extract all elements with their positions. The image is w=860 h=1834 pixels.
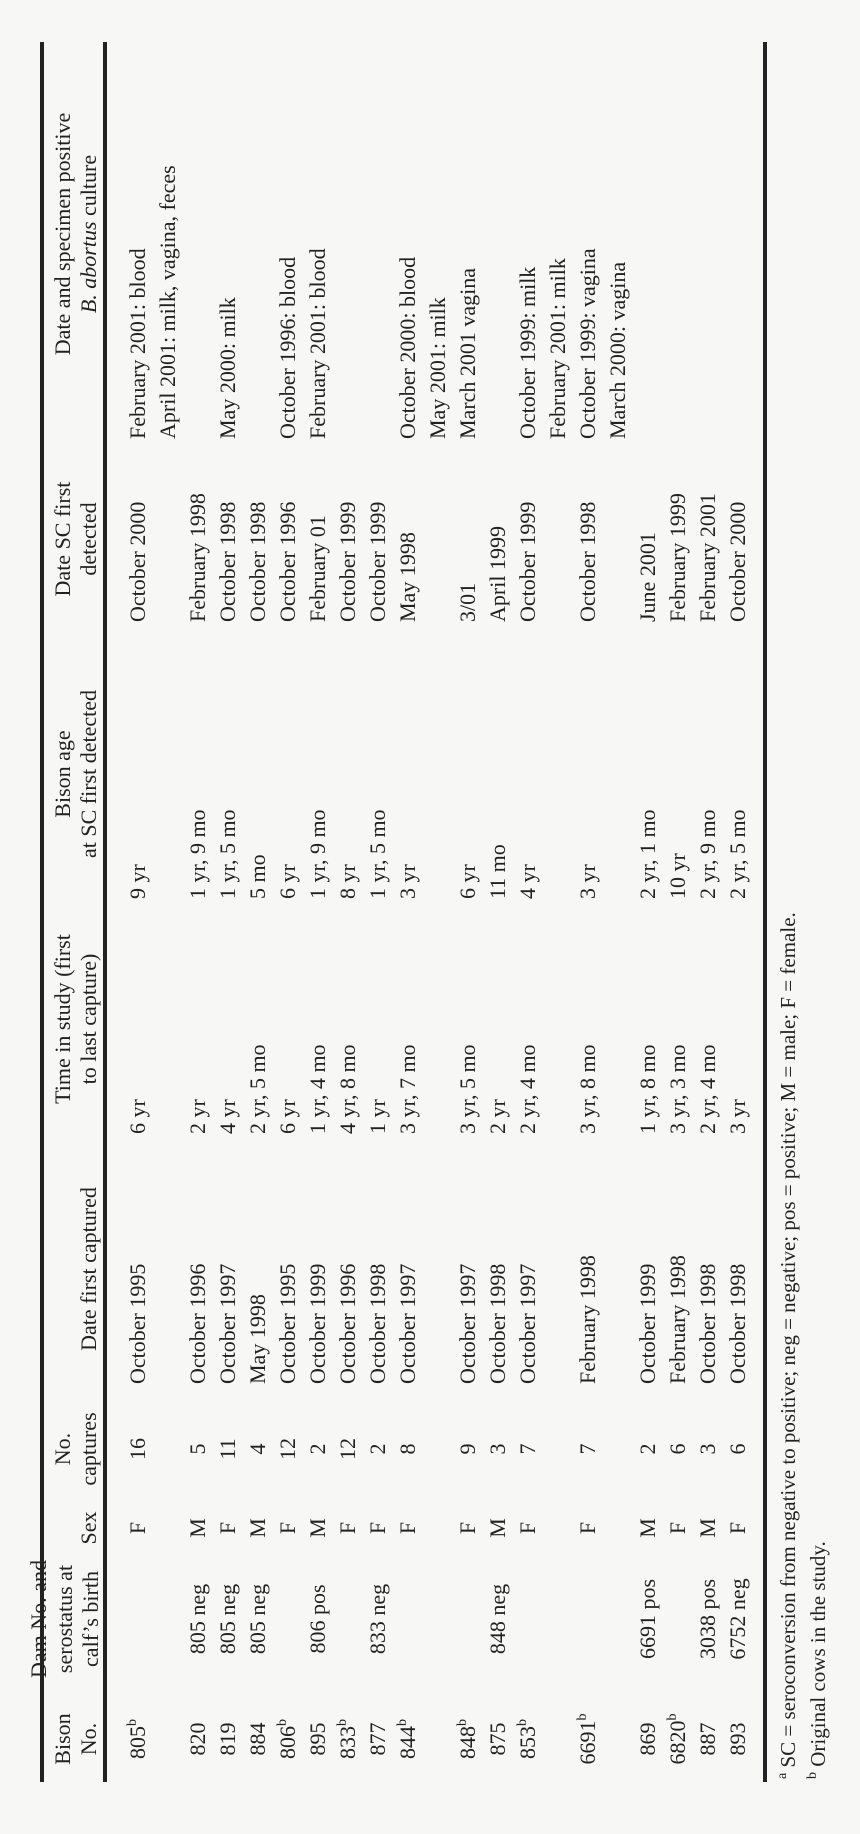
- footnote-mark: b: [575, 1713, 590, 1721]
- cell-sc: May 1998: [395, 532, 420, 622]
- cell-culture: October 2000: blood: [395, 256, 420, 439]
- cell-sex: M: [305, 1518, 330, 1538]
- cell-first: October 1997: [455, 1263, 480, 1384]
- cell-bison: 877: [365, 1722, 390, 1756]
- culture-species: B. abortus: [76, 221, 101, 314]
- cell-bison: 6820$^b$: [665, 1713, 690, 1765]
- footnote-b: $^b$ Original cows in the study.: [805, 1541, 830, 1779]
- cell-captures: 16: [125, 1438, 150, 1460]
- cell-first: October 1995: [125, 1263, 150, 1384]
- cell-sc: June 2001: [635, 532, 660, 622]
- header-line: Bison: [50, 1713, 75, 1765]
- footnote-mark: b: [275, 1719, 290, 1726]
- cell-age: 1 yr, 5 mo: [365, 809, 390, 899]
- cell-time: 6 yr: [275, 1099, 300, 1134]
- cell-captures: 2: [365, 1443, 390, 1455]
- cell-captures: 12: [335, 1438, 360, 1460]
- header-line: serostatus at: [52, 1564, 77, 1674]
- header-line: No.: [50, 1432, 75, 1466]
- cell-time: 4 yr: [215, 1099, 240, 1134]
- cell-captures: 11: [215, 1438, 240, 1460]
- cell-sex: F: [335, 1521, 360, 1535]
- cell-culture: May 2001: milk: [425, 297, 450, 439]
- cell-first: October 1999: [635, 1263, 660, 1384]
- cell-sex: M: [485, 1518, 510, 1538]
- cell-time: 3 yr, 7 mo: [395, 1044, 420, 1134]
- cell-first: October 1998: [365, 1263, 390, 1384]
- cell-time: 2 yr, 4 mo: [515, 1044, 540, 1134]
- cell-age: 3 yr: [575, 864, 600, 899]
- cell-bison: 833$^b$: [335, 1719, 360, 1759]
- header-sc: [50, 444, 102, 634]
- header-line: Date and specimen positive: [50, 112, 75, 356]
- cell-time: 1 yr: [365, 1099, 390, 1134]
- cell-time: 3 yr, 5 mo: [455, 1044, 480, 1134]
- header-dam: [26, 1554, 104, 1684]
- cell-dam: 6691 pos: [635, 1578, 660, 1660]
- header-line: Dam No. and: [26, 1560, 51, 1678]
- cell-sc: October 1998: [245, 501, 270, 622]
- cell-time: 3 yr, 8 mo: [575, 1044, 600, 1134]
- cell-captures: 6: [665, 1443, 690, 1455]
- cell-sex: F: [365, 1521, 390, 1535]
- cell-sex: F: [275, 1521, 300, 1535]
- cell-culture: October 1999: milk: [515, 266, 540, 439]
- footnote-mark: b: [665, 1713, 680, 1721]
- cell-captures: 2: [635, 1443, 660, 1455]
- cell-sex: M: [185, 1518, 210, 1538]
- cell-dam: 805 neg: [245, 1583, 270, 1655]
- cell-sc: October 2000: [125, 501, 150, 622]
- cell-sc: October 1996: [275, 501, 300, 622]
- header-line: to last capture): [76, 953, 101, 1085]
- cell-bison: 805$^b$: [125, 1719, 150, 1759]
- cell-first: May 1998: [245, 1294, 270, 1384]
- header-line: captures: [76, 1412, 101, 1486]
- cell-sc: October 1999: [365, 501, 390, 622]
- cell-time: 3 yr: [725, 1099, 750, 1134]
- header-first: [76, 1154, 102, 1384]
- header-time: [50, 894, 102, 1144]
- cell-captures: 8: [395, 1443, 420, 1455]
- cell-dam: 848 neg: [485, 1583, 510, 1655]
- cell-sex: F: [395, 1521, 420, 1535]
- cell-bison: 893: [725, 1722, 750, 1756]
- footnote-mark: a: [775, 1772, 790, 1779]
- cell-bison: 806$^b$: [275, 1719, 300, 1759]
- cell-time: 2 yr, 5 mo: [245, 1044, 270, 1134]
- cell-captures: 4: [245, 1443, 270, 1455]
- cell-captures: 7: [515, 1443, 540, 1455]
- footnote-mark: b: [335, 1719, 350, 1726]
- cell-culture: March 2001 vagina: [455, 267, 480, 439]
- cell-sc: April 1999: [485, 526, 510, 622]
- cell-first: October 1997: [515, 1263, 540, 1384]
- cell-age: 6 yr: [275, 864, 300, 899]
- cell-age: 2 yr, 1 mo: [635, 809, 660, 899]
- cell-sc: October 1998: [575, 501, 600, 622]
- header-sex: [76, 1502, 102, 1554]
- cell-age: 6 yr: [455, 864, 480, 899]
- cell-culture: October 1999: vagina: [575, 248, 600, 439]
- cell-bison: 819: [215, 1722, 240, 1756]
- cell-sex: F: [125, 1521, 150, 1535]
- cell-sex: F: [215, 1521, 240, 1535]
- footnote-a: $^a$ SC = seroconversion from negative to positive; neg = negative; pos = positive; M = male; F = female.: [775, 912, 800, 1779]
- cell-age: 5 mo: [245, 854, 270, 899]
- header-line: Bison age: [50, 730, 75, 818]
- cell-first: February 1998: [665, 1255, 690, 1384]
- cell-age: 1 yr, 9 mo: [305, 809, 330, 899]
- cell-sex: F: [575, 1521, 600, 1535]
- cell-dam: 805 neg: [185, 1583, 210, 1655]
- top-rule: [40, 42, 44, 1782]
- cell-sc: February 1999: [665, 493, 690, 622]
- footnote-mark: b: [125, 1719, 140, 1726]
- cell-time: 2 yr, 4 mo: [695, 1044, 720, 1134]
- header-line: calf’s birth: [78, 1571, 103, 1667]
- header-line: Date SC first: [50, 481, 75, 597]
- cell-first: October 1998: [725, 1263, 750, 1384]
- cell-bison: 853$^b$: [515, 1719, 540, 1759]
- cell-culture: May 2000: milk: [215, 297, 240, 439]
- cell-bison: 895: [305, 1722, 330, 1756]
- cell-bison: 6691$^b$: [575, 1713, 600, 1765]
- cell-captures: 5: [185, 1443, 210, 1455]
- cell-time: 1 yr, 8 mo: [635, 1044, 660, 1134]
- cell-first: October 1998: [695, 1263, 720, 1384]
- cell-culture: March 2000: vagina: [605, 261, 630, 439]
- cell-culture: April 2001: milk, vagina, feces: [155, 165, 180, 439]
- cell-bison: 887: [695, 1722, 720, 1756]
- cell-captures: 12: [275, 1438, 300, 1460]
- cell-bison: 884: [245, 1722, 270, 1756]
- cell-time: 6 yr: [125, 1099, 150, 1134]
- cell-sc: October 1999: [335, 501, 360, 622]
- cell-dam: 806 pos: [305, 1584, 330, 1654]
- cell-first: October 1996: [185, 1263, 210, 1384]
- cell-sex: M: [245, 1518, 270, 1538]
- cell-age: 11 mo: [485, 844, 510, 899]
- cell-bison: 844$^b$: [395, 1719, 420, 1759]
- cell-sc: October 1998: [215, 501, 240, 622]
- cell-captures: 2: [305, 1443, 330, 1455]
- header-captures: [50, 1409, 102, 1489]
- cell-time: 4 yr, 8 mo: [335, 1044, 360, 1134]
- cell-sex: F: [455, 1521, 480, 1535]
- cell-sex: F: [725, 1521, 750, 1535]
- footnote-mark: b: [455, 1719, 470, 1726]
- cell-age: 1 yr, 9 mo: [185, 809, 210, 899]
- header-line: No.: [76, 1722, 101, 1756]
- header-line: detected: [76, 502, 101, 576]
- cell-dam: 833 neg: [365, 1583, 390, 1655]
- header-line: B. abortus culture: [76, 154, 101, 314]
- cell-bison: 869: [635, 1722, 660, 1756]
- header-line: Sex: [76, 1511, 101, 1545]
- cell-first: October 1997: [395, 1263, 420, 1384]
- cell-bison: 848$^b$: [455, 1719, 480, 1759]
- cell-culture: February 2001: blood: [305, 248, 330, 439]
- cell-time: 1 yr, 4 mo: [305, 1044, 330, 1134]
- cell-first: October 1999: [305, 1263, 330, 1384]
- cell-first: October 1998: [485, 1263, 510, 1384]
- cell-dam: 805 neg: [215, 1583, 240, 1655]
- cell-sc: October 1999: [515, 501, 540, 622]
- header-age: [50, 649, 102, 899]
- cell-sex: F: [515, 1521, 540, 1535]
- cell-age: 9 yr: [125, 864, 150, 899]
- cell-captures: 9: [455, 1443, 480, 1455]
- header-line: at SC first detected: [76, 690, 101, 859]
- cell-dam: 3038 pos: [695, 1578, 720, 1660]
- cell-time: 3 yr, 3 mo: [665, 1044, 690, 1134]
- footnote-mark: b: [395, 1719, 410, 1726]
- cell-bison: 820: [185, 1722, 210, 1756]
- cell-age: 4 yr: [515, 864, 540, 899]
- cell-age: 2 yr, 5 mo: [725, 809, 750, 899]
- cell-time: 2 yr: [185, 1099, 210, 1134]
- cell-sc: February 1998: [185, 493, 210, 622]
- cell-sex: M: [695, 1518, 720, 1538]
- cell-first: October 1996: [335, 1263, 360, 1384]
- cell-first: October 1995: [275, 1263, 300, 1384]
- cell-captures: 7: [575, 1443, 600, 1455]
- cell-bison: 875: [485, 1722, 510, 1756]
- header-bison: [50, 1699, 102, 1779]
- cell-age: 3 yr: [395, 864, 420, 899]
- header-culture: [50, 24, 102, 444]
- cell-culture: February 2001: milk: [545, 258, 570, 439]
- cell-culture: February 2001: blood: [125, 248, 150, 439]
- footnote-mark: b: [805, 1772, 820, 1779]
- header-line: Time in study (first: [50, 934, 75, 1104]
- cell-time: 2 yr: [485, 1099, 510, 1134]
- footnote-mark: b: [515, 1719, 530, 1726]
- cell-first: February 1998: [575, 1255, 600, 1384]
- header-rule: [103, 42, 107, 1782]
- cell-age: 10 yr: [665, 853, 690, 899]
- cell-sc: February 2001: [695, 493, 720, 622]
- cell-dam: 6752 neg: [725, 1578, 750, 1660]
- cell-first: October 1997: [215, 1263, 240, 1384]
- cell-sc: October 2000: [725, 501, 750, 622]
- cell-age: 1 yr, 5 mo: [215, 809, 240, 899]
- cell-captures: 3: [695, 1443, 720, 1455]
- cell-captures: 6: [725, 1443, 750, 1455]
- cell-sex: F: [665, 1521, 690, 1535]
- cell-sc: February 01: [305, 515, 330, 622]
- bottom-rule: [763, 42, 767, 1782]
- header-line: Date first captured: [76, 1187, 101, 1351]
- cell-sex: M: [635, 1518, 660, 1538]
- cell-age: 8 yr: [335, 864, 360, 899]
- cell-culture: October 1996: blood: [275, 256, 300, 439]
- cell-captures: 3: [485, 1443, 510, 1455]
- cell-age: 2 yr, 9 mo: [695, 809, 720, 899]
- cell-sc: 3/01: [455, 582, 480, 622]
